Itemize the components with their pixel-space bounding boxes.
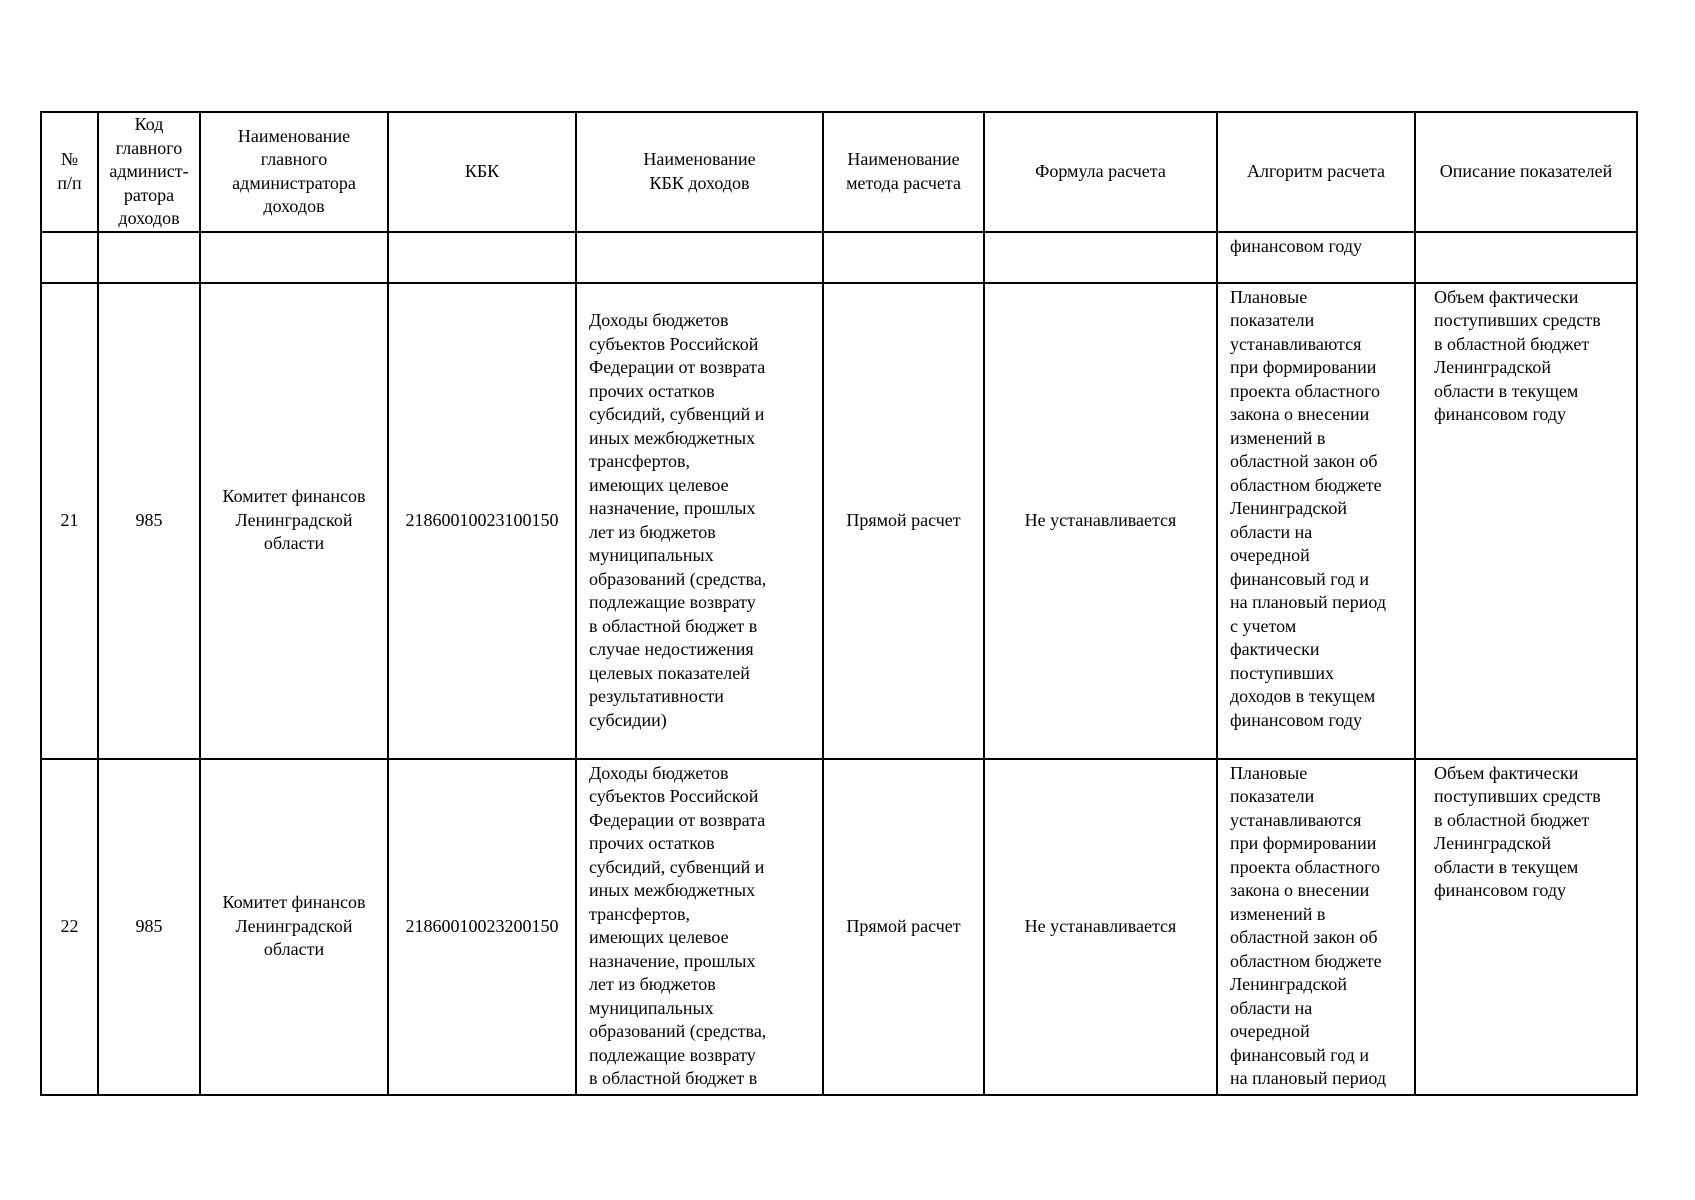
- table-row: [41, 283, 1637, 759]
- cell-empty: [1415, 232, 1637, 283]
- row-kbk: 21860010023200150: [388, 759, 576, 1095]
- row-formula: Не устанавливается: [984, 283, 1217, 759]
- row-admin-name: Комитет финансов Ленинградской области: [200, 759, 388, 1095]
- row-formula: Не устанавливается: [984, 759, 1217, 1095]
- row-admin-code: 985: [98, 283, 200, 759]
- cell-empty: [576, 232, 823, 283]
- row-algorithm: Плановые показатели устанавливаются при формировании проекта областного закона о внесении изменений в областной закон об областном бюджете Ленинградской области на очередной финансовый год и на плановый период с учетом фактически поступивших доходов в текущем финансовом году: [1217, 283, 1415, 759]
- row-method-name: Прямой расчет: [823, 759, 984, 1095]
- cell-empty: [388, 232, 576, 283]
- header-admin-code: Код главного админист- ратора доходов: [98, 112, 200, 232]
- header-method-name: Наименование метода расчета: [823, 112, 984, 232]
- row-description: Объем фактически поступивших средств в областной бюджет Ленинградской области в текущем финансовом году: [1415, 759, 1637, 1095]
- row-admin-name: Комитет финансов Ленинградской области: [200, 283, 388, 759]
- row-num: 22: [41, 759, 98, 1095]
- row-kbk-name: Доходы бюджетов субъектов Российской Федерации от возврата прочих остатков субсидий, субвенций и иных межбюджетных трансфертов, имеющих целевое назначение, прошлых лет из бюджетов муниципальных образований (средства, подлежащие возврату в областной бюджет в: [576, 759, 823, 1095]
- table-row: [41, 759, 1637, 1095]
- row-num: 21: [41, 283, 98, 759]
- cell-empty: [98, 232, 200, 283]
- row-kbk: 21860010023100150: [388, 283, 576, 759]
- row-kbk-name: Доходы бюджетов субъектов Российской Федерации от возврата прочих остатков субсидий, субвенций и иных межбюджетных трансфертов, имеющих целевое назначение, прошлых лет из бюджетов муниципальных образований (средства, подлежащие возврату в областной бюджет в случае недостижения целевых показателей результативности субсидии): [576, 283, 823, 759]
- row-description: Объем фактически поступивших средств в областной бюджет Ленинградской области в текущем финансовом году: [1415, 283, 1637, 759]
- header-formula: Формула расчета: [984, 112, 1217, 232]
- row-admin-code: 985: [98, 759, 200, 1095]
- cell-empty: [200, 232, 388, 283]
- row-algorithm: Плановые показатели устанавливаются при формировании проекта областного закона о внесении изменений в областной закон об областном бюджете Ленинградской области на очередной финансовый год и на плановый период: [1217, 759, 1415, 1095]
- header-kbk: КБК: [388, 112, 576, 232]
- header-description: Описание показателей: [1415, 112, 1637, 232]
- header-num: № п/п: [41, 112, 98, 232]
- cell-empty: [823, 232, 984, 283]
- table-header-row: [41, 112, 1637, 232]
- cell-empty: [984, 232, 1217, 283]
- continuation-row: [41, 232, 1637, 283]
- continuation-algorithm: финансовом году: [1217, 232, 1415, 283]
- header-algorithm: Алгоритм расчета: [1217, 112, 1415, 232]
- header-admin-name: Наименование главного администратора доходов: [200, 112, 388, 232]
- cell-empty: [41, 232, 98, 283]
- revenue-forecast-table: [40, 111, 1638, 1096]
- row-method-name: Прямой расчет: [823, 283, 984, 759]
- header-kbk-name: Наименование КБК доходов: [576, 112, 823, 232]
